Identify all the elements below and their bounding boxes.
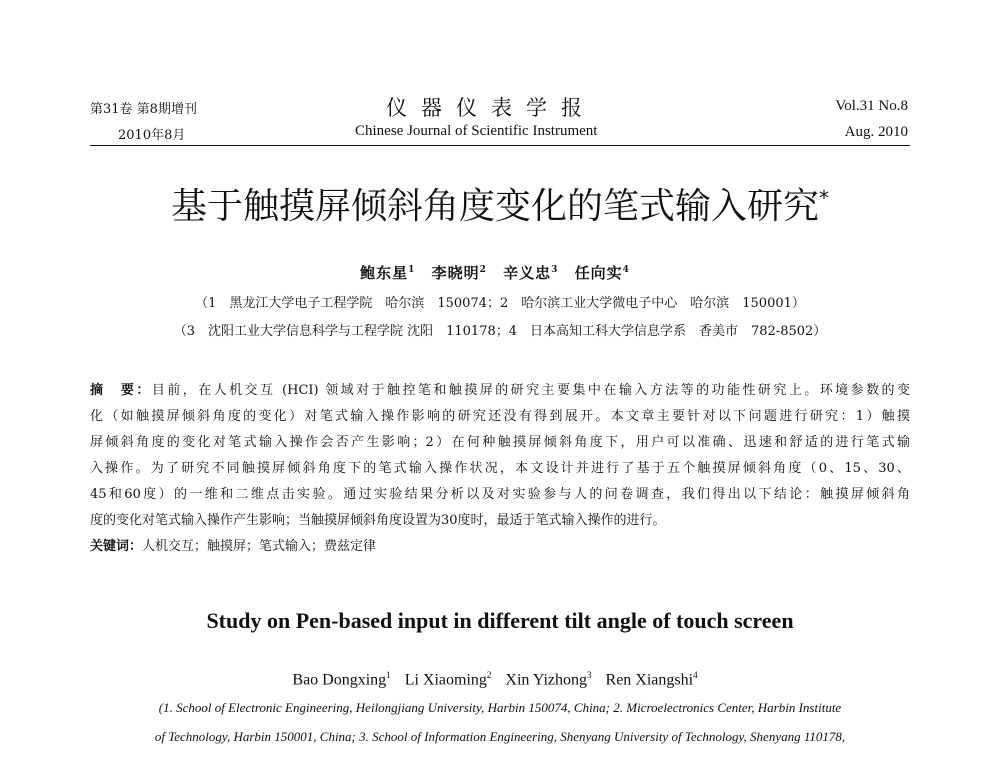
- journal-name-en: Chinese Journal of Scientific Instrument: [355, 123, 598, 139]
- header-rule: [90, 145, 910, 146]
- author-cn-4: 任向实: [574, 264, 623, 282]
- author-en-3: Xin Yizhong: [505, 671, 588, 689]
- abstract-line-3: 屏倾斜角度的变化对笔式输入操作会否产生影响；2）在何种触摸屏倾斜角度下，用户可以准确、迅速和舒适的进行笔式输: [90, 435, 910, 450]
- author-en-2: Li Xiaoming: [404, 671, 487, 689]
- author-cn-4-sup: 4: [622, 265, 630, 275]
- paper-title-cn-text: 基于触摸屏倾斜角度变化的笔式输入研究: [170, 186, 819, 227]
- abstract-line-1: 摘 要：目前，在人机交互 (HCI) 领域对于触控笔和触摸屏的研究主要集中在输入方法等的功能性研究上。环境参数的变: [90, 383, 910, 398]
- author-en-3-sup: 3: [587, 670, 592, 680]
- author-cn-1-sup: 1: [408, 265, 416, 275]
- volume-issue-en: Vol.31 No.8: [835, 98, 908, 114]
- abstract-label: 摘 要：: [90, 383, 152, 398]
- date-cn: 2010年8月: [118, 128, 186, 143]
- author-cn-2: 李晓明: [431, 264, 480, 282]
- title-footnote-mark: *: [819, 186, 829, 210]
- affiliation-cn-line-2: （3 沈阳工业大学信息科学与工程学院 沈阳 110178；4 日本高知工科大学信息学系 香美市 782-8502）: [173, 324, 827, 339]
- volume-issue-cn: 第31卷 第8期增刊: [90, 102, 197, 117]
- abstract-line-5: 45和60度）的一维和二维点击实验。通过实验结果分析以及对实验参与人的问卷调查，我们得出以下结论：触摸屏倾斜角: [90, 487, 910, 502]
- keywords-label: 关键词：: [90, 539, 143, 554]
- journal-name-cn: 仪器仪表学报: [386, 96, 596, 120]
- abstract-cn: [90, 378, 910, 560]
- author-cn-2-sup: 2: [479, 265, 487, 275]
- affiliation-cn-line-1: （1 黑龙江大学电子工程学院 哈尔滨 150074；2 哈尔滨工业大学微电子中心 哈尔滨 150001）: [195, 296, 805, 311]
- abstract-line-4: 入操作。为了研究不同触摸屏倾斜角度下的笔式输入操作状况，本文设计并进行了基于五个触摸屏倾斜角度（0、15、30、: [90, 461, 910, 476]
- author-en-1: Bao Dongxing: [292, 671, 387, 689]
- keywords-text: 人机交互；触摸屏；笔式输入；费兹定律: [142, 539, 377, 554]
- author-en-2-sup: 2: [486, 670, 492, 680]
- paper-title-en: Study on Pen-based input in different tilt angle of touch screen: [206, 608, 794, 633]
- authors-cn: [0, 262, 1000, 283]
- author-en-4: Ren Xiangshi: [605, 671, 694, 689]
- author-cn-1: 鲍东星: [360, 264, 409, 282]
- author-cn-3-sup: 3: [551, 265, 559, 275]
- author-cn-3: 辛义忠: [503, 264, 552, 282]
- keywords-line: [90, 534, 910, 560]
- author-en-4-sup: 4: [693, 670, 698, 680]
- author-en-1-sup: 1: [386, 670, 391, 680]
- affiliation-en-line-1: (1. School of Electronic Engineering, Heilongjiang University, Harbin 150074, China; 2. Microelectronics Center, Harbin Institute: [158, 700, 842, 715]
- date-en: Aug. 2010: [844, 124, 908, 140]
- abstract-line-2: 化（如触摸屏倾斜角度的变化）对笔式输入操作影响的研究还没有得到展开。本文章主要针对以下问题进行研究：1）触摸: [90, 409, 910, 424]
- authors-en: [0, 670, 1000, 689]
- abstract-line-6: 度的变化对笔式输入操作产生影响；当触摸屏倾斜角度设置为30度时，最适于笔式输入操作的进行。: [90, 513, 666, 528]
- affiliation-en-line-2: of Technology, Harbin 150001, China; 3. School of Information Engineering, Shenyang University of Technology, Shenyang 110178,: [154, 729, 846, 744]
- paper-title-cn: [0, 178, 1000, 229]
